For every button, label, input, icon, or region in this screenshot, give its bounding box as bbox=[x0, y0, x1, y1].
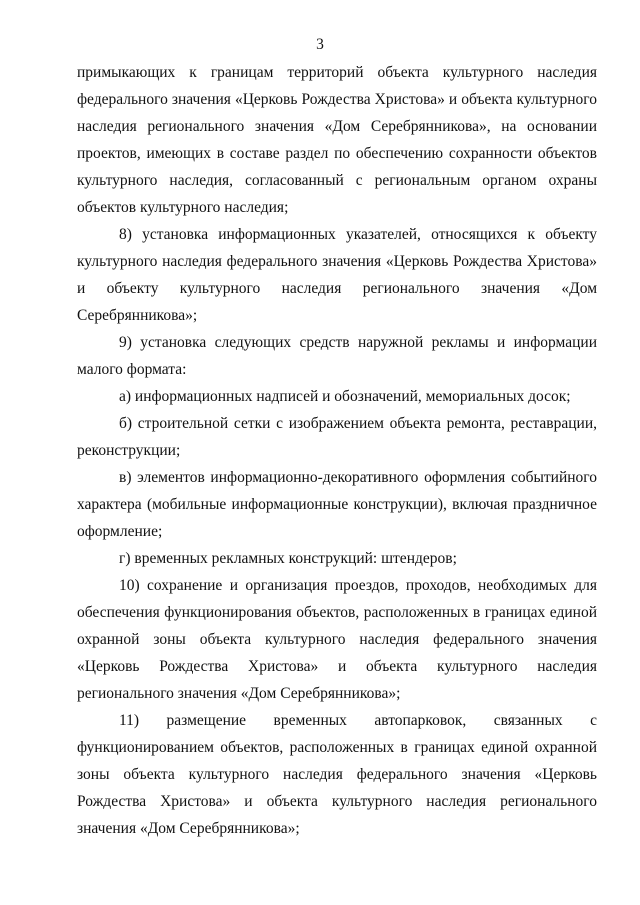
paragraph-item-8: 8) установка информационных указателей, относящихся к объекту культурного наследия федерального значения «Церковь Рождества Христова» и объекту культурного наследия регионального значения «Дом Серебрянникова»; bbox=[77, 226, 597, 324]
paragraph-item-9v: в) элементов информационно-декоративного оформления событийного характера (мобильные информационные конструкции), включая праздничное оформление; bbox=[77, 469, 597, 540]
paragraph-item-9a: а) информационных надписей и обозначений, мемориальных досок; bbox=[119, 388, 571, 405]
paragraph-item-9: 9) установка следующих средств наружной рекламы и информации малого формата: bbox=[77, 334, 597, 378]
paragraph-item-9b: б) строительной сетки с изображением объекта ремонта, реставрации, реконструкции; bbox=[77, 415, 597, 459]
paragraph-item-10: 10) сохранение и организация проездов, проходов, необходимых для обеспечения функционирования объектов, расположенных в границах единой охранной зоны объекта культурного наследия федерального значения «Церковь Рождества Христова» и объекта культурного наследия регионального значения «Дом Серебрянникова»; bbox=[77, 577, 597, 702]
document-body bbox=[77, 59, 597, 842]
paragraph-item-9g: г) временных рекламных конструкций: штендеров; bbox=[119, 550, 457, 567]
paragraph-item-11: 11) размещение временных автопарковок, связанных с функционированием объектов, расположенных в границах единой охранной зоны объекта культурного наследия федерального значения «Церковь Рождества Христова» и объекта культурного наследия регионального значения «Дом Серебрянникова»; bbox=[77, 712, 597, 837]
page-number: 3 bbox=[316, 36, 324, 53]
paragraph-continuation: примыкающих к границам территорий объекта культурного наследия федерального значения «Церковь Рождества Христова» и объекта культурного наследия регионального значения «Дом Серебрянникова», на основании проектов, имеющих в составе раздел по обеспечению сохранности объектов культурного наследия, согласованный с региональным органом охраны объектов культурного наследия; bbox=[77, 64, 597, 216]
